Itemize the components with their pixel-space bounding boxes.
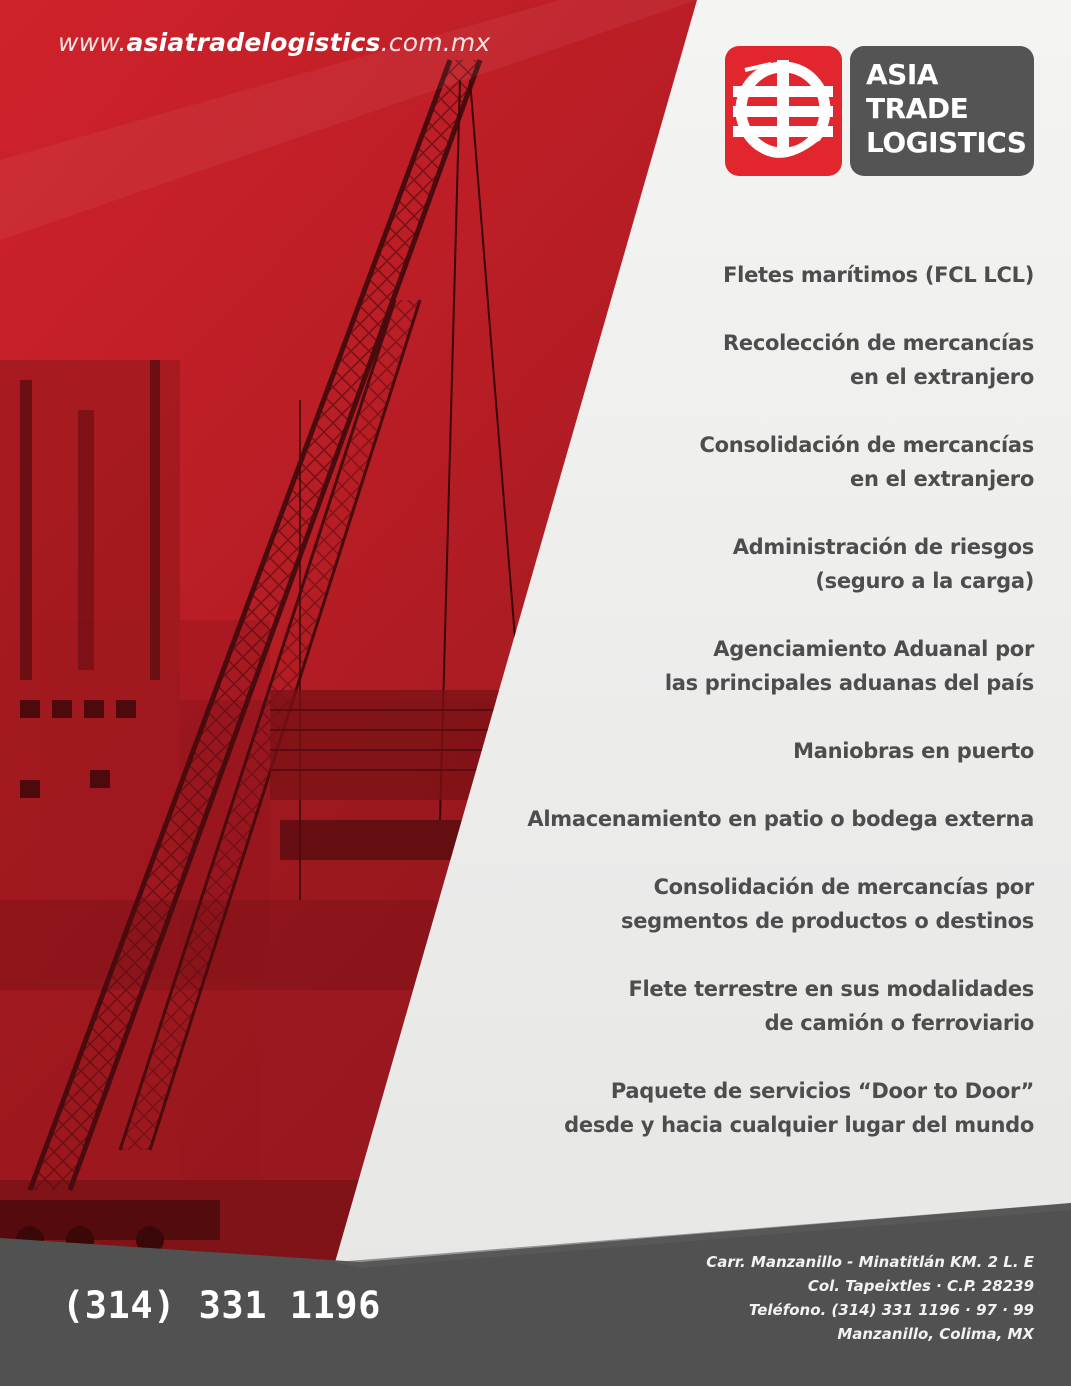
address-block bbox=[706, 1250, 1034, 1346]
address-phone: Teléfono. (314) 331 1196 · 97 · 99 bbox=[748, 1301, 1034, 1319]
service-item bbox=[474, 972, 1034, 1040]
logo-wordmark bbox=[850, 46, 1034, 176]
logo-mark bbox=[725, 46, 842, 176]
website-url[interactable] bbox=[58, 28, 490, 57]
service-item bbox=[474, 802, 1034, 836]
service-item bbox=[474, 530, 1034, 598]
service-line: desde y hacia cualquier lugar del mundo bbox=[564, 1113, 1034, 1137]
address-colonia: Col. Tapeixtles · C.P. 28239 bbox=[807, 1277, 1034, 1295]
service-item bbox=[474, 326, 1034, 394]
logo-line-asia: ASIA bbox=[866, 58, 938, 91]
address-street: Carr. Manzanillo - Minatitlán KM. 2 L. E bbox=[706, 1253, 1034, 1271]
website-suffix: .com.mx bbox=[380, 28, 491, 57]
service-item bbox=[474, 258, 1034, 292]
service-item bbox=[474, 632, 1034, 700]
globe-brush-icon bbox=[725, 46, 842, 176]
service-line: Fletes marítimos (FCL LCL) bbox=[723, 263, 1034, 287]
service-item bbox=[474, 734, 1034, 768]
service-line: Almacenamiento en patio o bodega externa bbox=[527, 807, 1034, 831]
service-line: Agenciamiento Aduanal por bbox=[713, 637, 1034, 661]
service-line: Paquete de servicios “Door to Door” bbox=[610, 1079, 1034, 1103]
service-line: de camión o ferroviario bbox=[764, 1011, 1034, 1035]
service-line: en el extranjero bbox=[850, 365, 1034, 389]
phone-number[interactable]: (314) 331 1196 bbox=[62, 1284, 381, 1327]
address-city: Manzanillo, Colima, MX bbox=[837, 1325, 1034, 1343]
website-domain: asiatradelogistics bbox=[126, 28, 381, 57]
service-line: Maniobras en puerto bbox=[793, 739, 1034, 763]
service-line: las principales aduanas del país bbox=[664, 671, 1034, 695]
service-line: (seguro a la carga) bbox=[815, 569, 1034, 593]
service-item bbox=[474, 870, 1034, 938]
service-line: Consolidación de mercancías por bbox=[653, 875, 1034, 899]
service-line: Administración de riesgos bbox=[732, 535, 1034, 559]
service-line: en el extranjero bbox=[850, 467, 1034, 491]
service-line: Recolección de mercancías bbox=[723, 331, 1034, 355]
service-item bbox=[474, 1074, 1034, 1142]
services-list bbox=[474, 258, 1034, 1176]
logo-line-trade: TRADE bbox=[866, 92, 969, 125]
logo-line-logistics: LOGISTICS bbox=[866, 126, 1027, 159]
service-line: Flete terrestre en sus modalidades bbox=[628, 977, 1034, 1001]
service-item bbox=[474, 428, 1034, 496]
service-line: Consolidación de mercancías bbox=[699, 433, 1034, 457]
service-line: segmentos de productos o destinos bbox=[621, 909, 1034, 933]
website-prefix: www. bbox=[58, 28, 127, 57]
